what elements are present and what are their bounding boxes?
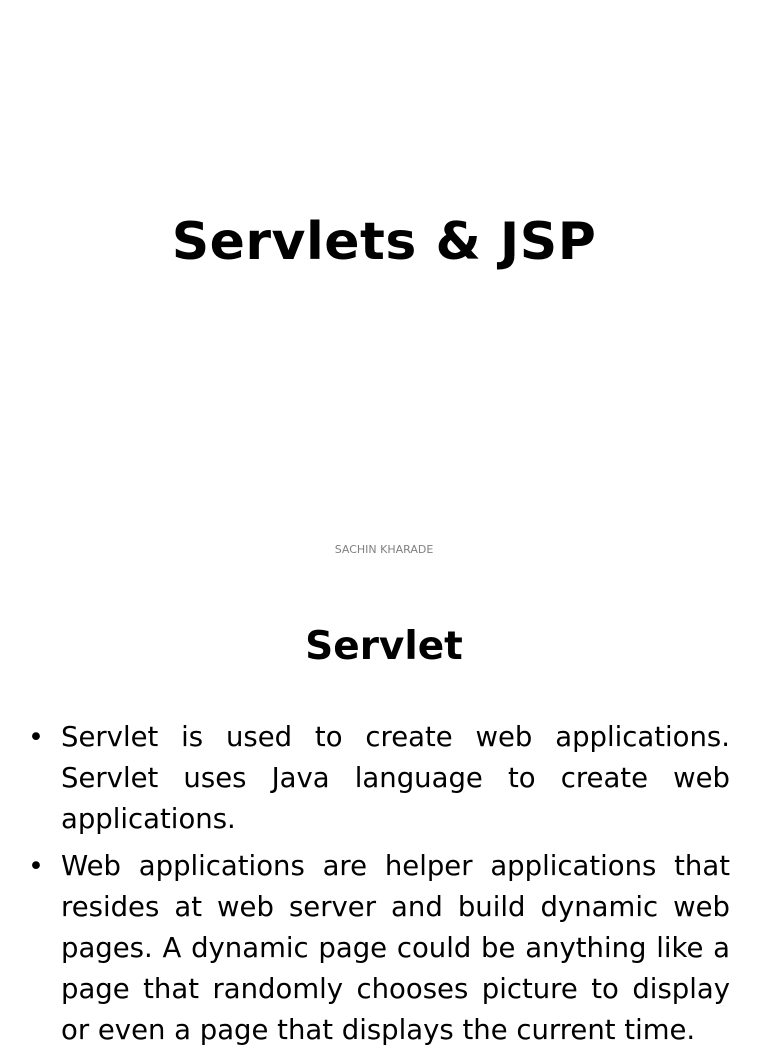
- servlet-slide: [0, 576, 768, 1046]
- bullet-item: [28, 846, 730, 1051]
- bullet-text: Web applications are helper applications that resides at web server and build dynamic web pages. A dynamic page could be anything like a page that randomly chooses picture to display or even a page that displays the current time.: [61, 850, 730, 1046]
- author-name: SACHIN KHARADE: [334, 543, 434, 556]
- bullet-icon: •: [28, 722, 44, 753]
- bullet-text: Servlet is used to create web applications. Servlet uses Java language to create web applications.: [61, 721, 730, 835]
- bullet-icon: •: [28, 851, 44, 882]
- slide-title: Servlets & JSP: [171, 212, 597, 272]
- bullet-list: [28, 717, 730, 1057]
- slide-heading: Servlet: [305, 624, 463, 669]
- bullet-item: [28, 717, 730, 840]
